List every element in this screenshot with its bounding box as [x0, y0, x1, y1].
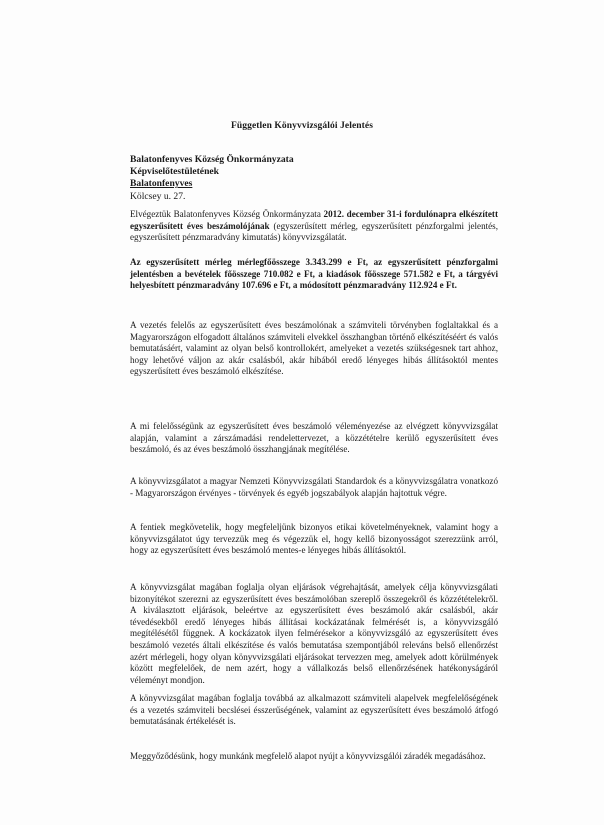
paragraph-totals: Az egyszerűsített mérleg mérlegfőösszege 3.343.299 e Ft, az egyszerűsített pénzforgalmi jelentésben a bevételek főösszege 710.082 e Ft, a kiadások főösszege 571.582 e Ft, a tárgyévi helyesbített pénzmaradvány 107.696 e Ft, a módosított pénzmaradvány 112.924 e Ft. — [130, 257, 498, 291]
addressee-street: Kölcsey u. 27. — [130, 190, 186, 202]
paragraph-ethics: A fentiek megkövetelik, hogy megfeleljünk bizonyos etikai követelményeknek, valamint hogy a könyvvizsgálatot úgy tervezzük meg és végezzük el, hogy kellő bizonyosságot szerezzünk arról, hogy az egyszerűsített éves beszámoló mentes-e lényeges hibás állításoktól. — [130, 522, 498, 556]
paragraph-evaluation: A könyvvizsgálat magában foglalja továbbá az alkalmazott számviteli alapelvek megfelelőségének és a vezetés számviteli becslései ésszerűségének, valamint az egyszerűsített éves beszámoló átfogó bemutatásának értékelését is. — [130, 693, 498, 727]
paragraph-scope — [130, 209, 498, 244]
addressee-city: Balatonfenyves — [130, 178, 193, 190]
paragraph-audit-procedures: A könyvvizsgálat magában foglalja olyan eljárások végrehajtását, amelyek célja könyvvizsgálati bizonyítékot szerezni az egyszerűsített éves beszámolóban szereplő összegekről és közzétételekről. A kiválasztott eljárások, beleértve az egyszerűsített éves beszámoló akár csalásból, akár tévedésekből eredő lényeges hibás állításai kockázatának felmérését is, a könyvvizsgáló megítélésétől függnek. A kockázatok ilyen felmérésekor a könyvvizsgáló az egyszerűsített éves beszámoló vezetés általi elkészítése és valós bemutatása szempontjából releváns belső ellenőrzést azért mérlegeli, hogy olyan könyvvizsgálati eljárásokat tervezzen meg, amelyek adott körülmények között megfelelőek, de nem azért, hogy a vállalkozás belső ellenőrzésének hatékonyságáról véleményt mondjon. — [130, 582, 498, 685]
document-title: Független Könyvvizsgálói Jelentés — [230, 121, 374, 131]
paragraph-conclusion: Meggyőződésünk, hogy munkánk megfelelő alapot nyújt a könyvvizsgálói záradék megadásához. — [130, 751, 486, 761]
paragraph-scope-emphasis: 2012. december 31-i fordulónapra elkészített egyszerűsített éves beszámolójának — [130, 209, 498, 231]
paragraph-auditor-responsibility: A mi felelősségünk az egyszerűsített éves beszámoló véleményezése az elvégzett könyvvizsgálat alapján, valamint a zárszámadási rendelettervezet, a közzétételre kerülő egyszerűsített éves beszámoló, és az éves beszámoló összhangjának megítélése. — [130, 421, 498, 455]
addressee-organization: Balatonfenyves Község Önkormányzata — [130, 154, 294, 165]
paragraph-scope-intro: Elvégeztük Balatonfenyves Község Önkormányzata — [130, 209, 324, 219]
addressee-block — [130, 154, 510, 203]
addressee-body: Képviselőtestületének — [130, 166, 219, 178]
paragraph-scope-rest: (egyszerűsített mérleg, egyszerűsített pénzforgalmi jelentés, egyszerűsített pénzmaradvány kimutatás) könyvvizsgálatát. — [130, 220, 498, 243]
paragraph-standards: A könyvvizsgálatot a magyar Nemzeti Könyvvizsgálati Standardok és a könyvvizsgálatra vonatkozó - Magyarországon érvényes - törvények és egyéb jogszabályok alapján hajtottuk végre. — [130, 476, 498, 498]
paragraph-management-responsibility: A vezetés felelős az egyszerűsített éves beszámolónak a számviteli törvényben foglaltakkal és a Magyarországon elfogadott általános számviteli elvekkel összhangban történő elkészítéséért és valós bemutatásáért, valamint az olyan belső kontrollokért, amelyeket a vezetés szükségesnek tart ahhoz, hogy lehetővé váljon az akár csalásból, akár hibából eredő lényeges hibás állításoktól mentes egyszerűsített éves beszámoló elkészítése. — [130, 320, 498, 377]
